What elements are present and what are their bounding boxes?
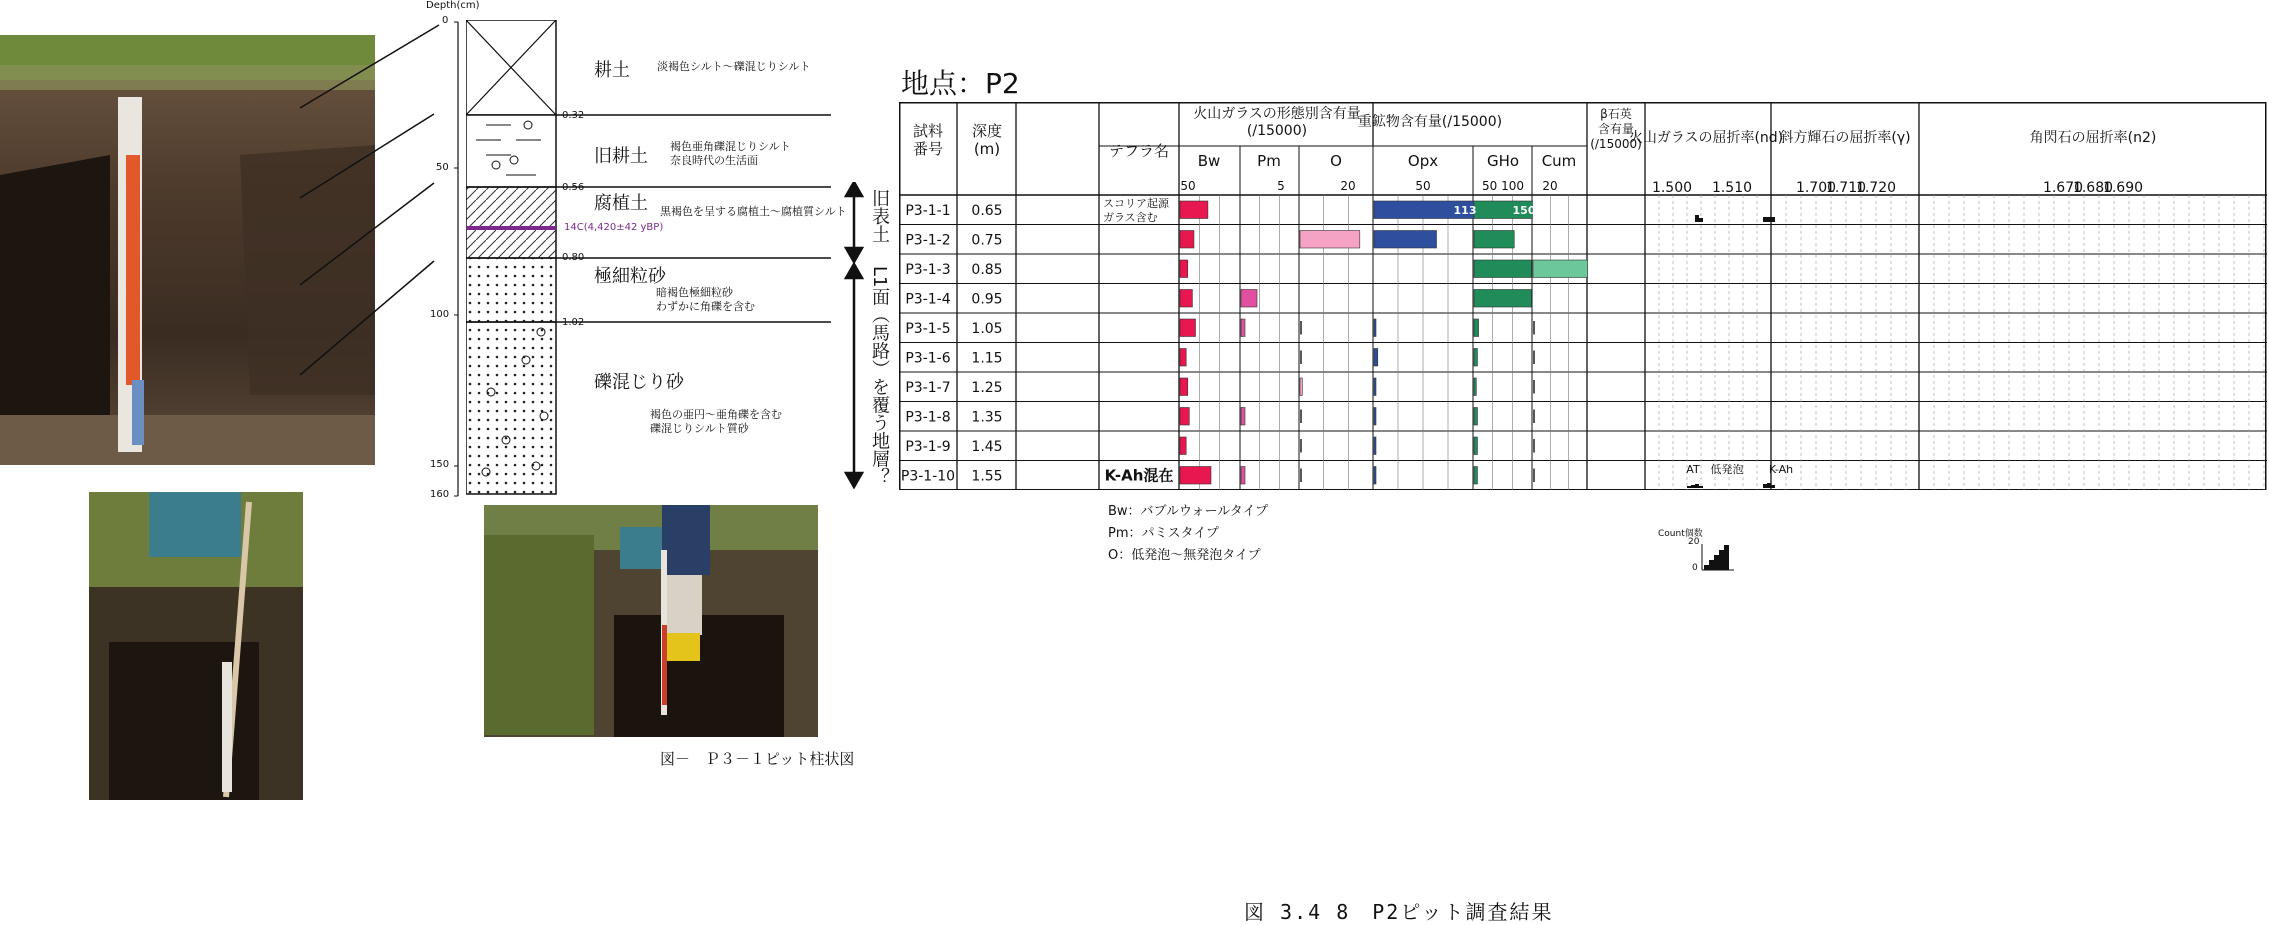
- bar-gho: [1474, 408, 1477, 426]
- row-depth: 0.85: [971, 262, 1003, 278]
- scale-cum: 20: [1542, 179, 1558, 193]
- depth-tick-150: 150: [430, 459, 450, 470]
- depth-tick-100: 100: [430, 309, 450, 320]
- count-label: Count個数: [1658, 529, 1703, 539]
- site-title: 地点：P2: [901, 67, 1020, 100]
- bar-gho: [1474, 467, 1477, 485]
- header-opx-ri: 斜方輝石の屈折率(γ): [1779, 130, 1911, 146]
- row-sample-id: P3-1-7: [905, 380, 951, 396]
- header-bw: Bw: [1197, 152, 1221, 170]
- scale-opx-ri-1: 1.710: [1825, 180, 1867, 196]
- bar-gho: [1474, 260, 1532, 278]
- row-depth: 1.55: [971, 468, 1003, 485]
- glass-ri-hist-at-row10: [1691, 485, 1695, 488]
- row-sample-id: P3-1-6: [905, 350, 951, 367]
- pit-photo-left: [89, 492, 303, 800]
- glass-ri-hist-kah-row10: [1763, 484, 1767, 488]
- glass-ri-hist-kah-row10: [1767, 483, 1771, 488]
- glass-ri-hist-at-row10: [1687, 486, 1691, 488]
- row-depth: 1.05: [971, 321, 1003, 337]
- header-sample: 試料: [912, 122, 944, 140]
- ri-annotation-at: AT: [1686, 463, 1700, 476]
- boundary-label-0.56: 0.56: [562, 182, 585, 193]
- bar-opx: [1374, 319, 1376, 337]
- header-sample: 番号: [912, 140, 944, 158]
- bar-bw: [1180, 319, 1196, 337]
- bar-o: [1300, 378, 1302, 396]
- bar-opx: [1374, 437, 1376, 455]
- bar-bw: [1180, 437, 1186, 455]
- header-depth: 深度: [971, 122, 1003, 140]
- row-sample-id: P3-1-1: [905, 203, 951, 219]
- c14-label: 14C(4,420±42 yBP): [564, 222, 664, 233]
- glass-ri-hist-at-row1: [1695, 215, 1699, 222]
- column-caption: 図－ Ｐ３－１ピット柱状図: [660, 750, 855, 768]
- bar-opx: [1374, 349, 1378, 367]
- legend-bw: Bw：バブルウォールタイプ: [1108, 504, 1269, 519]
- bar-opx: [1374, 231, 1437, 249]
- depth-tick-50: 50: [436, 162, 449, 173]
- ri-annotation-low-vesicular: 低発泡: [1710, 463, 1744, 476]
- row-sample-id: P3-1-4: [905, 291, 951, 308]
- header-glass-group: (/15000): [1246, 123, 1308, 139]
- bar-bw: [1180, 290, 1192, 308]
- bar-bw: [1180, 349, 1186, 367]
- depth-tick-0: 0: [442, 15, 449, 26]
- row-sample-id: P3-1-2: [905, 232, 951, 249]
- header-pm: Pm: [1257, 152, 1281, 170]
- scale-glass-ri-0: 1.500: [1651, 180, 1693, 196]
- layer-gravel-sand: [466, 322, 556, 494]
- scale-horn-ri-2: 1.690: [2102, 180, 2144, 196]
- bar-pm: [1241, 290, 1257, 308]
- row-tephra: ガラス含む: [1103, 211, 1158, 224]
- depth-tick-160: 160: [430, 489, 450, 500]
- bar-gho: [1474, 290, 1532, 308]
- bar-bw: [1180, 378, 1188, 396]
- layer-fine-sand: [466, 258, 556, 322]
- bar-pm: [1241, 467, 1245, 485]
- header-gho: GHo: [1486, 152, 1520, 170]
- boundary-label-0.80: 0.80: [562, 252, 585, 263]
- header-horn-ri: 角閃石の屈折率(n2): [2029, 130, 2157, 146]
- header-quartz: β石英: [1600, 107, 1632, 121]
- bar-gho: [1474, 231, 1514, 249]
- layer-note-2: 褐色亜角礫混じりシルト 奈良時代の生活面: [670, 140, 791, 167]
- row-sample-id: P3-1-9: [905, 439, 951, 455]
- glass-ri-hist-kah-row1: [1763, 217, 1767, 222]
- layer-note-4: 暗褐色極細粒砂 わずかに角礫を含む: [656, 286, 755, 313]
- bar-o: [1300, 231, 1360, 249]
- side-label-l1-surface: L1面（馬路）を覆う地層？: [869, 266, 890, 486]
- scale-glass-ri-1: 1.510: [1711, 180, 1753, 196]
- pit-photo-right: [484, 505, 818, 737]
- bar-bw: [1180, 231, 1194, 249]
- layer-note-5: 褐色の亜円～亜角礫を含む 礫混じりシルト質砂: [650, 408, 782, 435]
- row-depth: 0.75: [971, 232, 1003, 249]
- layer-note-1: 淡褐色シルト～礫混じりシルト: [657, 60, 811, 73]
- boundary-label-0.32: 0.32: [562, 110, 585, 121]
- header-heavy-group: 重鉱物含有量(/15000): [1357, 114, 1503, 130]
- bar-bw: [1180, 260, 1188, 278]
- bar-opx: [1374, 467, 1376, 485]
- bar-bw: [1180, 467, 1211, 485]
- analysis-table-svg: [899, 102, 2267, 490]
- layer-name-5: 礫混じり砂: [594, 372, 684, 393]
- analysis-table: [899, 102, 2267, 490]
- layer-name-2: 旧耕土: [594, 146, 648, 167]
- scale-opx: 50: [1415, 179, 1431, 193]
- row-tephra: K-Ah混在: [1104, 466, 1174, 485]
- count-tick-0: 0: [1692, 563, 1698, 573]
- header-opx: Opx: [1407, 152, 1439, 170]
- header-quartz: (/15000): [1590, 137, 1642, 151]
- bar-label-opx: 113: [1453, 204, 1477, 217]
- layer-name-1: 耕土: [594, 60, 630, 81]
- scale-opx-ri-0: 1.700: [1795, 180, 1837, 196]
- header-tephra: テフラ名: [1108, 142, 1170, 160]
- scale-pm: 5: [1277, 179, 1285, 193]
- scale-horn-ri-0: 1.670: [2042, 180, 2084, 196]
- header-glass-group: 火山ガラスの形態別含有量: [1193, 106, 1361, 122]
- row-tephra: スコリア起源: [1103, 197, 1169, 210]
- row-sample-id: P3-1-10: [900, 468, 956, 485]
- legend-o: O：低発泡～無発泡タイプ: [1108, 548, 1261, 563]
- row-depth: 0.95: [971, 291, 1003, 308]
- row-sample-id: P3-1-5: [905, 321, 951, 337]
- header-cum: Cum: [1541, 152, 1577, 170]
- scale-o: 20: [1340, 179, 1356, 193]
- bar-bw: [1180, 201, 1208, 219]
- bar-pm: [1241, 408, 1245, 426]
- header-glass-ri: 火山ガラスの屈折率(nd): [1628, 130, 1784, 146]
- row-depth: 1.45: [971, 439, 1003, 455]
- glass-ri-hist-kah-row1: [1767, 217, 1771, 222]
- boundary-label-1.02: 1.02: [562, 317, 585, 328]
- bar-gho: [1474, 378, 1476, 396]
- header-quartz: 含有量: [1597, 122, 1635, 136]
- scale-gho: 50 100: [1482, 179, 1524, 193]
- row-depth: 1.15: [971, 350, 1003, 367]
- glass-ri-hist-at-row10: [1699, 486, 1703, 488]
- figure-caption: 図 3.4 8 P2ピット調査結果: [1244, 900, 1554, 924]
- glass-ri-hist-at-row1: [1699, 218, 1703, 222]
- ri-annotation-kah: K-Ah: [1768, 463, 1794, 476]
- row-sample-id: P3-1-8: [905, 409, 951, 426]
- bar-gho: [1474, 349, 1477, 367]
- scale-opx-ri-2: 1.720: [1855, 180, 1897, 196]
- bar-opx: [1374, 408, 1376, 426]
- row-depth: 1.25: [971, 380, 1003, 396]
- row-depth: 0.65: [971, 203, 1003, 219]
- glass-ri-hist-kah-row10: [1771, 485, 1775, 488]
- bar-cum: [1533, 260, 1588, 278]
- bar-gho: [1474, 437, 1477, 455]
- count-tick-20: 20: [1688, 537, 1700, 547]
- row-depth: 1.35: [971, 409, 1003, 426]
- depth-axis-label: Depth(cm): [426, 0, 480, 11]
- bar-opx: [1374, 378, 1376, 396]
- bar-label-gho: 150: [1512, 204, 1536, 217]
- side-label-old-topsoil: 旧表土: [869, 189, 890, 243]
- bar-pm: [1241, 319, 1245, 337]
- glass-ri-hist-kah-row1: [1771, 217, 1775, 222]
- row-sample-id: P3-1-3: [905, 262, 951, 278]
- glass-ri-hist-at-row10: [1695, 484, 1699, 488]
- count-legend-histogram: [1700, 540, 1736, 572]
- layer-name-3: 腐植土: [594, 193, 648, 214]
- photo-leader-lines: [0, 0, 470, 400]
- scale-horn-ri-1: 1.680: [2072, 180, 2114, 196]
- table-frame: [900, 103, 2266, 490]
- layer-old-plow-soil: [466, 115, 556, 187]
- layer-note-3: 黒褐色を呈する腐植土～腐植質シルト: [660, 205, 847, 218]
- bar-bw: [1180, 408, 1189, 426]
- legend-pm: Pm：パミスタイプ: [1108, 526, 1219, 541]
- bar-gho: [1474, 319, 1479, 337]
- layer-name-4: 極細粒砂: [594, 266, 666, 287]
- layer-humic-soil: [466, 187, 556, 258]
- header-o: O: [1330, 152, 1342, 170]
- scale-bw: 50: [1180, 179, 1196, 193]
- header-depth: (m): [973, 140, 1001, 158]
